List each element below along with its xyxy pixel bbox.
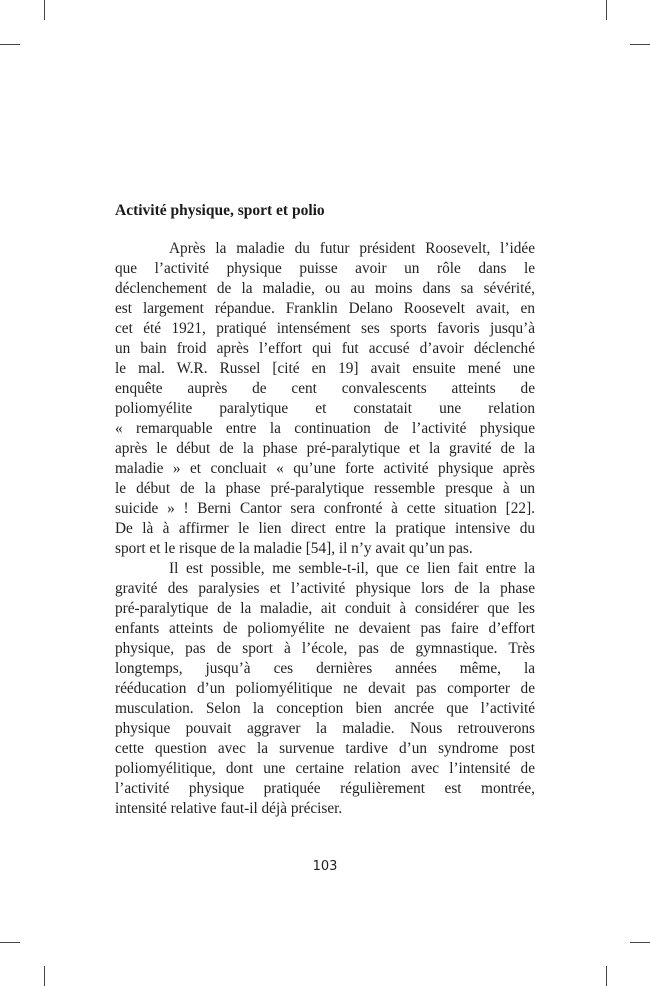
crop-mark: [606, 0, 607, 20]
text-line: le mal. W.R. Russel [cité en 19] avait ensuite mené une: [115, 360, 535, 377]
text-line: physique pouvait aggraver la maladie. Nous retrouverons: [115, 720, 535, 737]
text-line: longtemps, jusqu’à ces dernières années même, la: [115, 660, 535, 677]
text-line: suicide » ! Berni Cantor sera confronté à cette situation [22].: [115, 500, 535, 517]
crop-mark: [0, 44, 20, 45]
text-line: De là à affirmer le lien direct entre la pratique intensive du: [115, 520, 535, 537]
crop-mark: [44, 0, 45, 20]
text-line: maladie » et concluait « qu’une forte activité physique après: [115, 460, 535, 477]
page-number: 103: [312, 859, 338, 874]
text-line: cette question avec la survenue tardive d’un syndrome post: [115, 740, 535, 757]
text-line: enfants atteints de poliomyélite ne devaient pas faire d’effort: [115, 620, 535, 637]
text-line: est largement répandue. Franklin Delano Roosevelt avait, en: [115, 300, 535, 317]
text-line: poliomyélite paralytique et constatait une relation: [115, 400, 535, 417]
crop-mark: [630, 44, 650, 45]
text-line: enquête auprès de cent convalescents atteints de: [115, 380, 535, 397]
body-text: [115, 239, 535, 819]
text-line: un bain froid après l’effort qui fut accusé d’avoir déclenché: [115, 340, 535, 357]
text-line: pré-paralytique de la maladie, ait conduit à considérer que les: [115, 600, 535, 617]
text-line: musculation. Selon la conception bien ancrée que l’activité: [115, 700, 535, 717]
text-line: après le début de la phase pré-paralytique et la gravité de la: [115, 440, 535, 457]
crop-mark: [0, 942, 20, 943]
crop-mark: [44, 966, 45, 986]
text-line: « remarquable entre la continuation de l’activité physique: [115, 420, 535, 437]
text-line: Après la maladie du futur président Roosevelt, l’idée: [169, 240, 535, 257]
text-line: que l’activité physique puisse avoir un rôle dans le: [115, 260, 535, 277]
crop-mark: [606, 966, 607, 986]
text-line: le début de la phase pré-paralytique ressemble presque à un: [115, 480, 535, 497]
text-line: gravité des paralysies et l’activité physique lors de la phase: [115, 580, 535, 597]
text-line: Il est possible, me semble-t-il, que ce lien fait entre la: [169, 560, 535, 577]
text-line: cet été 1921, pratiqué intensément ses sports favoris jusqu’à: [115, 320, 535, 337]
text-line: poliomyélitique, dont une certaine relation avec l’intensité de: [115, 760, 535, 777]
text-line: déclenchement de la maladie, ou au moins dans sa sévérité,: [115, 280, 535, 297]
text-line: rééducation d’un poliomyélitique ne devait pas comporter de: [115, 680, 535, 697]
crop-mark: [630, 942, 650, 943]
section-heading: Activité physique, sport et polio: [115, 202, 325, 219]
text-line: physique, pas de sport à l’école, pas de gymnastique. Très: [115, 640, 535, 657]
text-line: sport et le risque de la maladie [54], il n’y avait qu’un pas.: [115, 540, 473, 557]
text-line: l’activité physique pratiquée régulièrement est montrée,: [115, 780, 535, 797]
text-line: intensité relative faut-il déjà préciser.: [115, 800, 343, 817]
